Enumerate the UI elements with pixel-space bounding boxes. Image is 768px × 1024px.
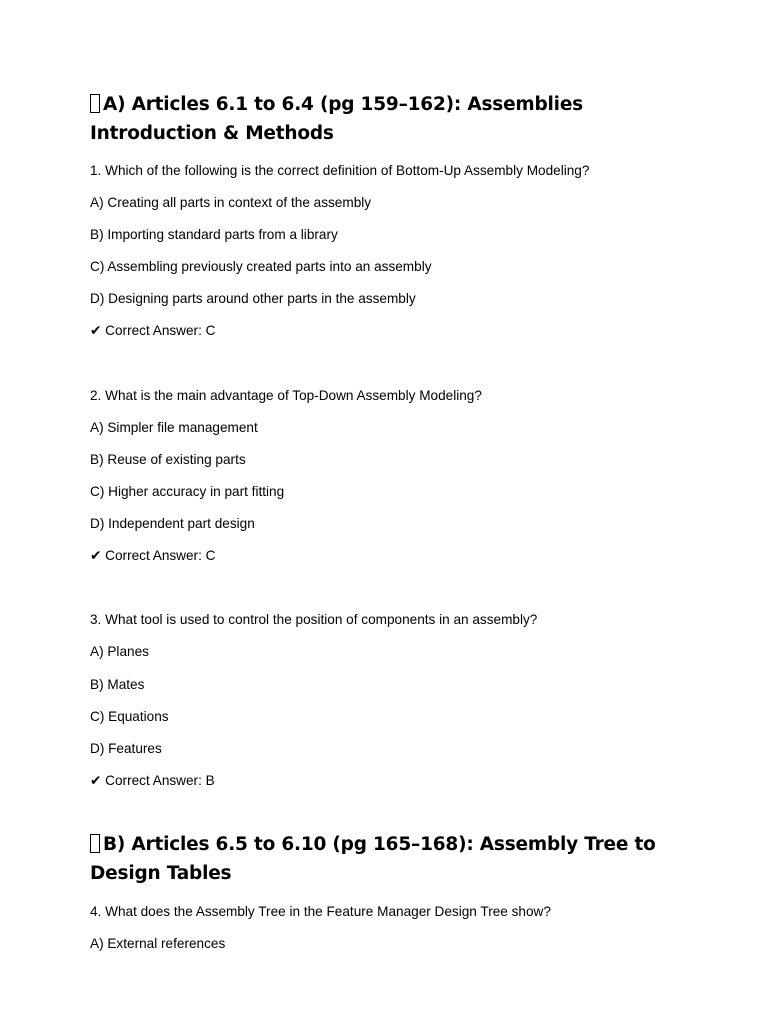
question-3: 3. What tool is used to control the position of components in an assembly? — [90, 612, 538, 628]
question-2-option-c: C) Higher accuracy in part fitting — [90, 483, 285, 499]
question-4-option-a: A) External references — [90, 936, 226, 952]
question-3-option-b: B) Mates — [90, 676, 145, 692]
spacer — [90, 797, 690, 829]
question-1-answer: ✔ Correct Answer: C — [90, 323, 216, 339]
missing-glyph-icon — [90, 834, 100, 853]
document-content — [90, 90, 690, 960]
question-1: 1. Which of the following is the correct definition of Bottom-Up Assembly Modeling? — [90, 163, 590, 178]
question-1-option-c: C) Assembling previously created parts into an assembly — [90, 259, 432, 275]
question-3-option-c: C) Equations — [90, 708, 169, 724]
spacer — [90, 348, 690, 380]
section-heading-b-text: B) Articles 6.5 to 6.10 (pg 165–168): Assembly Tree to Design Tables — [90, 833, 656, 884]
question-3-answer: ✔ Correct Answer: B — [90, 772, 215, 788]
section-heading-a-text: A) Articles 6.1 to 6.4 (pg 159–162): Assemblies Introduction & Methods — [90, 94, 583, 144]
question-4: 4. What does the Assembly Tree in the Feature Manager Design Tree show? — [90, 903, 551, 919]
question-1-option-a: A) Creating all parts in context of the assembly — [90, 195, 372, 211]
question-2-answer: ✔ Correct Answer: C — [90, 548, 216, 564]
missing-glyph-icon — [90, 94, 100, 113]
question-3-option-a: A) Planes — [90, 644, 149, 660]
question-2-option-a: A) Simpler file management — [90, 419, 258, 435]
question-2-option-d: D) Independent part design — [90, 516, 255, 532]
question-1-option-d: D) Designing parts around other parts in the assembly — [90, 291, 416, 307]
question-2-option-b: B) Reuse of existing parts — [90, 451, 246, 467]
section-heading-a — [90, 90, 690, 148]
spacer — [90, 572, 690, 604]
question-1-option-b: B) Importing standard parts from a library — [90, 227, 338, 243]
question-2: 2. What is the main advantage of Top-Down Assembly Modeling? — [90, 387, 482, 403]
question-3-option-d: D) Features — [90, 740, 162, 756]
section-heading-b — [90, 830, 690, 888]
